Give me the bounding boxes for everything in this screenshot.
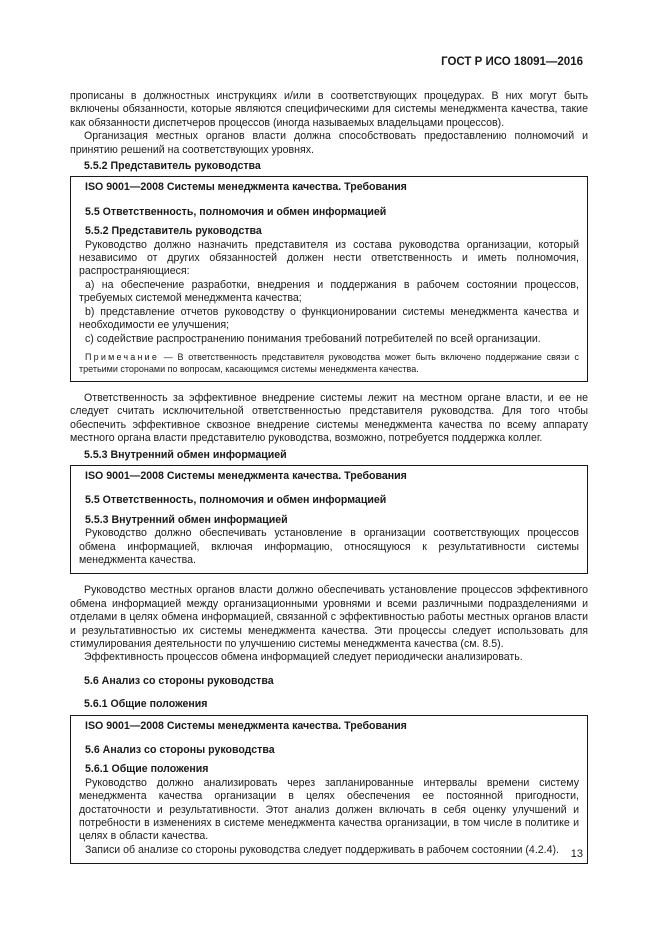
paragraph-after-5-5-3-1: Руководство местных органов власти должно обеспечивать установление процессов эффективного обмена информацией между организационными уровнями и всеми различными подразделениями и отделами в целях обмена информацией, связанной с эффективностью работы местных органов власти и результативностью их системы менеджмента качества. Эти процессы следует использовать для стимулирования деятельности по улучшению системы менеджмента качества (см. 8.5). (70, 584, 588, 650)
list-item-c: c) содействие распространению понимания требований потребителей по всей организации. (85, 332, 541, 345)
quote-box-5-6-1 (70, 715, 588, 865)
box-paragraph-1: Руководство должно анализировать через запланированные интервалы времени систему менеджмента качества организации в целях обеспечения ее постоянной пригодности, достаточности и результативности. Этот анализ должен включать в себя оценку улучшений и потребности в изменениях в системе менеджмента качества организации, в том числе в политике и целях в области качества. (79, 776, 579, 843)
box-subsection: 5.5.2 Представитель руководства (85, 225, 262, 238)
box-subsection: 5.6.1 Общие положения (85, 763, 209, 776)
list-item-b: b) представление отчетов руководству о функционировании системы менеджмента качества и необходимости ее улучшения; (79, 305, 579, 332)
note-label: Примечание (85, 351, 160, 362)
quote-box-5-5-3 (70, 465, 588, 574)
section-heading-5-6-1: 5.6.1 Общие положения (84, 698, 208, 711)
quote-box-5-5-2 (70, 176, 588, 381)
box-title: ISO 9001—2008 Системы менеджмента качества. Требования (85, 181, 407, 194)
section-heading-5-5-2: 5.5.2 Представитель руководства (84, 160, 261, 173)
note (79, 351, 579, 375)
paragraph-after-5-5-2: Ответственность за эффективное внедрение системы лежит на местном органе власти, и ее не следует считать исключительной ответственностью представителя руководства. Для того чтобы обеспечить эффективное сквозное внедрение системы менеджмента качества по всему аппарату местного органа власти представителю руководства, возможно, потребуется поддержка коллег. (70, 391, 588, 445)
box-section: 5.6 Анализ со стороны руководства (85, 744, 275, 757)
box-subsection: 5.5.3 Внутренний обмен информацией (85, 513, 288, 526)
box-paragraph: Руководство должно обеспечивать установление в организации соответствующих процессов обмена информацией, включая информацию, относящуюся к результативности системы менеджмента качества. (79, 527, 579, 566)
page-number: 13 (570, 848, 583, 860)
intro-paragraph-2: Организация местных органов власти должна способствовать предоставлению полномочий и принятию решений на соответствующих уровнях. (70, 130, 588, 156)
note-text: — В ответственность представителя руководства может быть включено поддержание связи с третьими сторонами по вопросам, касающимся системы менеджмента качества. (79, 351, 579, 374)
intro-paragraph-1: прописаны в должностных инструкциях и/или в соответствующих процедурах. В них могут быть включены обязанности, которые являются специфическими для системы менеджмента качества, такие как обязанности диспетчеров процессов (иногда называемых владельцами процессов). (70, 90, 588, 129)
box-paragraph: Руководство должно назначить представителя из состава руководства организации, который независимо от других обязанностей должен нести ответственность и иметь полномочия, распространяющиеся: (79, 238, 579, 278)
box-section: 5.5 Ответственность, полномочия и обмен информацией (85, 494, 387, 507)
page-content (70, 90, 588, 874)
paragraph-after-5-5-3-2: Эффективность процессов обмена информацией следует периодически анализировать. (84, 651, 523, 664)
document-header: ГОСТ Р ИСО 18091—2016 (441, 56, 583, 68)
box-paragraph-2: Записи об анализе со стороны руководства следует поддерживать в рабочем состоянии (4.2.4). (85, 843, 559, 856)
section-heading-5-6: 5.6 Анализ со стороны руководства (84, 674, 274, 687)
box-title: ISO 9001—2008 Системы менеджмента качества. Требования (85, 719, 407, 732)
list-item-a: a) на обеспечение разработки, внедрения и поддержания в рабочем состоянии процессов, требуемых системой менеджмента качества; (79, 278, 579, 305)
box-title: ISO 9001—2008 Системы менеджмента качества. Требования (85, 469, 407, 482)
section-heading-5-5-3: 5.5.3 Внутренний обмен информацией (84, 448, 287, 461)
box-section: 5.5 Ответственность, полномочия и обмен информацией (85, 205, 387, 218)
